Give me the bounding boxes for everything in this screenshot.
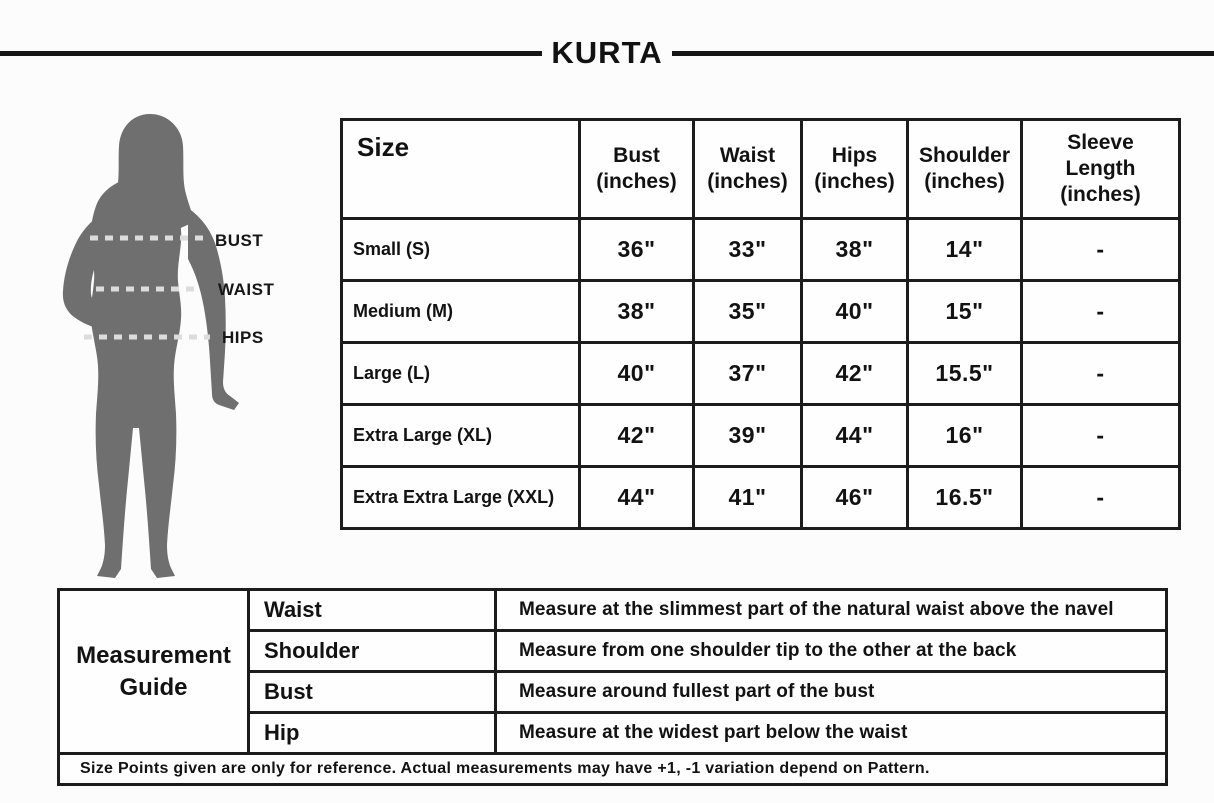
cell-hips: 44"	[802, 405, 908, 467]
figure-label-bust: BUST	[215, 231, 264, 250]
guide-description: Measure at the widest part below the waist	[496, 713, 1167, 754]
cell-bust: 40"	[580, 343, 694, 405]
cell-sleeve_length: -	[1022, 405, 1180, 467]
cell-sleeve_length: -	[1022, 467, 1180, 529]
size-table-header-row	[342, 120, 1180, 219]
cell-hips: 40"	[802, 281, 908, 343]
cell-waist: 37"	[694, 343, 802, 405]
column-label: Size	[357, 132, 410, 162]
cell-bust: 36"	[580, 219, 694, 281]
cell-size: Large (L)	[342, 343, 580, 405]
cell-bust: 38"	[580, 281, 694, 343]
cell-shoulder: 15.5"	[908, 343, 1022, 405]
size-column-header	[802, 120, 908, 219]
size-column-header	[694, 120, 802, 219]
cell-waist: 41"	[694, 467, 802, 529]
column-unit: (inches)	[814, 170, 895, 193]
size-column-header	[342, 120, 580, 219]
measurement-guide-heading: Measurement Guide	[59, 590, 249, 754]
size-table-row	[342, 343, 1180, 405]
guide-label: Waist	[249, 590, 496, 631]
column-unit: (inches)	[924, 170, 1005, 193]
size-column-header	[1022, 120, 1180, 219]
female-silhouette-icon	[38, 110, 273, 592]
size-table	[340, 118, 1181, 530]
guide-label: Bust	[249, 672, 496, 713]
column-label: Bust	[613, 143, 660, 167]
measurement-figure	[38, 110, 328, 592]
cell-hips: 46"	[802, 467, 908, 529]
guide-description: Measure at the slimmest part of the natural waist above the navel	[496, 590, 1167, 631]
column-unit: (inches)	[596, 170, 677, 193]
column-unit: (inches)	[707, 170, 788, 193]
cell-hips: 38"	[802, 219, 908, 281]
cell-waist: 33"	[694, 219, 802, 281]
cell-sleeve_length: -	[1022, 281, 1180, 343]
title-bar	[0, 36, 1214, 70]
cell-bust: 44"	[580, 467, 694, 529]
cell-size: Extra Large (XL)	[342, 405, 580, 467]
cell-shoulder: 14"	[908, 219, 1022, 281]
size-table-row	[342, 467, 1180, 529]
column-label: Hips	[831, 143, 878, 167]
title-rule-right	[672, 51, 1214, 56]
cell-size: Small (S)	[342, 219, 580, 281]
column-unit: (inches)	[1060, 183, 1141, 207]
column-label: Waist	[719, 143, 776, 167]
size-column-header	[580, 120, 694, 219]
column-label: Shoulder	[918, 143, 1010, 167]
size-column-header	[908, 120, 1022, 219]
page-title: KURTA	[551, 35, 663, 70]
cell-sleeve_length: -	[1022, 343, 1180, 405]
cell-shoulder: 15"	[908, 281, 1022, 343]
size-table-row	[342, 281, 1180, 343]
cell-sleeve_length: -	[1022, 219, 1180, 281]
cell-bust: 42"	[580, 405, 694, 467]
guide-label: Shoulder	[249, 631, 496, 672]
figure-label-waist: WAIST	[218, 280, 275, 299]
column-label: Sleeve Length	[1065, 130, 1136, 180]
figure-label-hips: HIPS	[222, 328, 264, 347]
cell-shoulder: 16"	[908, 405, 1022, 467]
cell-size: Extra Extra Large (XXL)	[342, 467, 580, 529]
cell-size: Medium (M)	[342, 281, 580, 343]
guide-footnote: Size Points given are only for reference. Actual measurements may have +1, -1 variation depend on Pattern.	[59, 754, 1167, 785]
guide-row	[59, 590, 1167, 631]
cell-waist: 39"	[694, 405, 802, 467]
cell-shoulder: 16.5"	[908, 467, 1022, 529]
size-table-row	[342, 219, 1180, 281]
title-rule-left	[0, 51, 542, 56]
measurement-guide-table	[57, 588, 1168, 786]
guide-description: Measure around fullest part of the bust	[496, 672, 1167, 713]
cell-waist: 35"	[694, 281, 802, 343]
guide-footnote-row	[59, 754, 1167, 785]
size-table-row	[342, 405, 1180, 467]
guide-description: Measure from one shoulder tip to the other at the back	[496, 631, 1167, 672]
cell-hips: 42"	[802, 343, 908, 405]
guide-label: Hip	[249, 713, 496, 754]
